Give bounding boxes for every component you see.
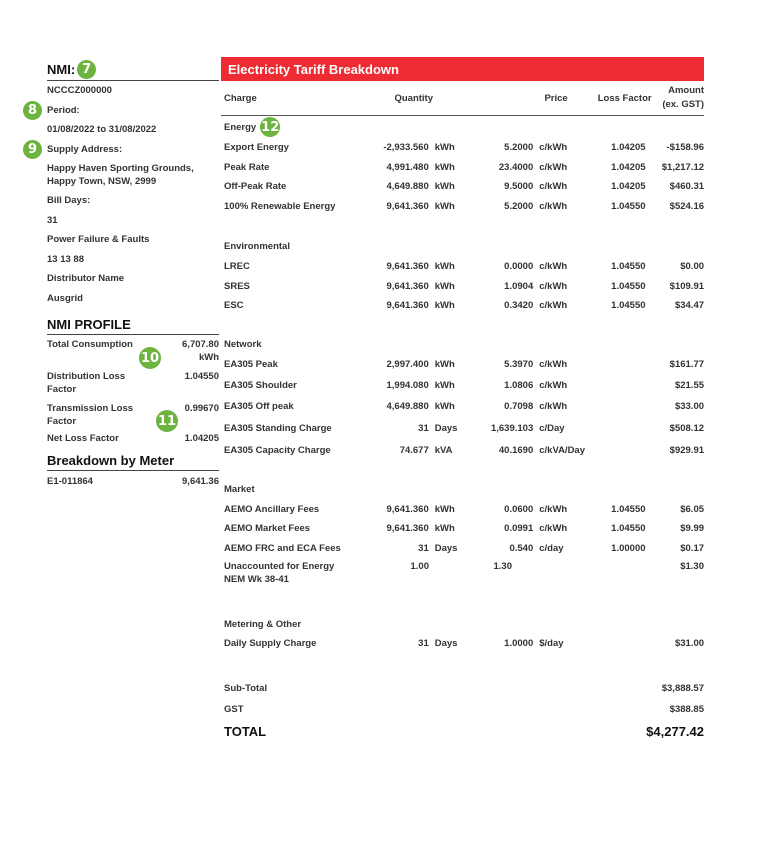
category-environmental: Environmental — [224, 240, 290, 252]
callout-badge-10: 10 — [139, 347, 161, 369]
profile-row-total-consumption: Total Consumption 6,707.80 kWh — [47, 339, 219, 363]
table-row: EA305 Off peak 4,649.880 kWh 0.7098 c/kWh $33.00 — [224, 401, 705, 412]
nmi-profile-title: NMI PROFILE — [47, 317, 131, 332]
table-row-uafe: Unaccounted for Energy NEM Wk 38-41 1.00 1.30 $1.30 — [224, 561, 704, 585]
callout-badge-8: 8 — [23, 101, 42, 120]
category-network: Network — [224, 339, 262, 350]
profile-row-net-loss: Net Loss Factor 1.04205 — [47, 433, 219, 444]
table-row: Peak Rate 4,991.480 kWh 23.4000 c/kWh 1.04205 $1,217.12 — [224, 161, 705, 173]
table-row: EA305 Peak 2,997.400 kWh 5.3970 c/kWh $161.77 — [224, 358, 705, 370]
supply-address-value — [47, 159, 219, 191]
supply-address-label-row — [27, 140, 219, 160]
subtotal-row: Sub-Total $3,888.57 — [224, 682, 704, 694]
table-row: EA305 Capacity Charge 74.677 kVA 40.1690 c/kVA/Day $929.91 — [224, 445, 705, 456]
period-value: 01/08/2022 to 31/08/2022 — [47, 124, 157, 136]
table-row: SRES 9,641.360 kWh 1.0904 c/kWh 1.04550 $109.91 — [224, 280, 705, 292]
table-row: AEMO Market Fees 9,641.360 kWh 0.0991 c/kWh 1.04550 $9.99 — [224, 523, 705, 535]
table-row: Export Energy -2,933.560 kWh 5.2000 c/kWh 1.04205 -$158.96 — [224, 142, 705, 154]
nmi-heading — [47, 58, 219, 80]
table-row: ESC 9,641.360 kWh 0.3420 c/kWh 1.04550 $34.47 — [224, 300, 705, 312]
header-price: Price — [544, 92, 568, 104]
gst-row: GST $388.85 — [224, 703, 704, 715]
table-row: Off-Peak Rate 4,649.880 kWh 9.5000 c/kWh 1.04205 $460.31 — [224, 181, 705, 193]
table-row: AEMO FRC and ECA Fees 31 Days 0.540 c/day 1.00000 $0.17 — [224, 542, 705, 554]
header-amount: Amount (ex. GST) — [662, 85, 705, 110]
profile-row-distribution-loss: Distribution Loss Factor 1.04550 — [47, 371, 219, 395]
power-failure-phone: 13 13 88 — [47, 253, 84, 265]
callout-badge-9: 9 — [23, 140, 42, 159]
nmi-label: NMI: — [47, 61, 76, 77]
table-row: EA305 Standing Charge 31 Days 1,639.103 c/Day $508.12 — [224, 423, 705, 434]
category-metering: Metering & Other — [224, 618, 302, 630]
bill-days-value: 31 — [47, 214, 58, 226]
period-label: Period: — [47, 104, 80, 116]
distributor-value: Ausgrid — [47, 292, 83, 304]
header-loss-factor: Loss Factor — [597, 92, 652, 104]
callout-badge-12: 12 — [260, 117, 280, 137]
period-label-row — [27, 101, 219, 121]
table-row: 100% Renewable Energy 9,641.360 kWh 5.2000 c/kWh 1.04550 $524.16 — [224, 200, 705, 212]
table-row: AEMO Ancillary Fees 9,641.360 kWh 0.0600 c/kWh 1.04550 $6.05 — [224, 503, 705, 515]
power-failure-label: Power Failure & Faults — [47, 234, 150, 246]
table-row: EA305 Shoulder 1,994.080 kWh 1.0806 c/kWh $21.55 — [224, 379, 705, 391]
bill-days-label: Bill Days: — [47, 195, 91, 207]
total-row: TOTAL $4,277.42 — [224, 724, 704, 739]
header-charge: Charge — [224, 92, 257, 104]
profile-row-transmission-loss: Transmission Loss Factor 0.99670 — [47, 403, 219, 427]
tariff-breakdown — [221, 57, 704, 744]
tariff-title-banner: Electricity Tariff Breakdown — [221, 57, 704, 81]
category-market: Market — [224, 484, 255, 495]
meter-id: E1-011864 — [47, 476, 93, 487]
address-line-1: Happy Haven Sporting Grounds, — [47, 163, 194, 174]
table-row: Daily Supply Charge 31 Days 1.0000 $/day $31.00 — [224, 638, 705, 650]
address-line-2: Happy Town, NSW, 2999 — [47, 176, 157, 187]
header-quantity: Quantity — [394, 92, 433, 104]
meter-breakdown-title: Breakdown by Meter — [47, 453, 175, 468]
meter-row — [47, 471, 219, 488]
callout-badge-11: 11 — [156, 410, 178, 432]
table-row: LREC 9,641.360 kWh 0.0000 c/kWh 1.04550 $0.00 — [224, 261, 705, 273]
callout-badge-7: 7 — [77, 60, 96, 79]
category-energy: Energy 12 — [221, 116, 704, 138]
nmi-profile-table — [47, 335, 219, 446]
nmi-panel — [27, 58, 219, 488]
nmi-value: NCCCZ000000 — [47, 85, 112, 97]
meter-value: 9,641.36 — [182, 476, 219, 487]
distributor-label: Distributor Name — [47, 273, 125, 285]
supply-address-label: Supply Address: — [47, 143, 123, 155]
table-header — [221, 81, 704, 116]
